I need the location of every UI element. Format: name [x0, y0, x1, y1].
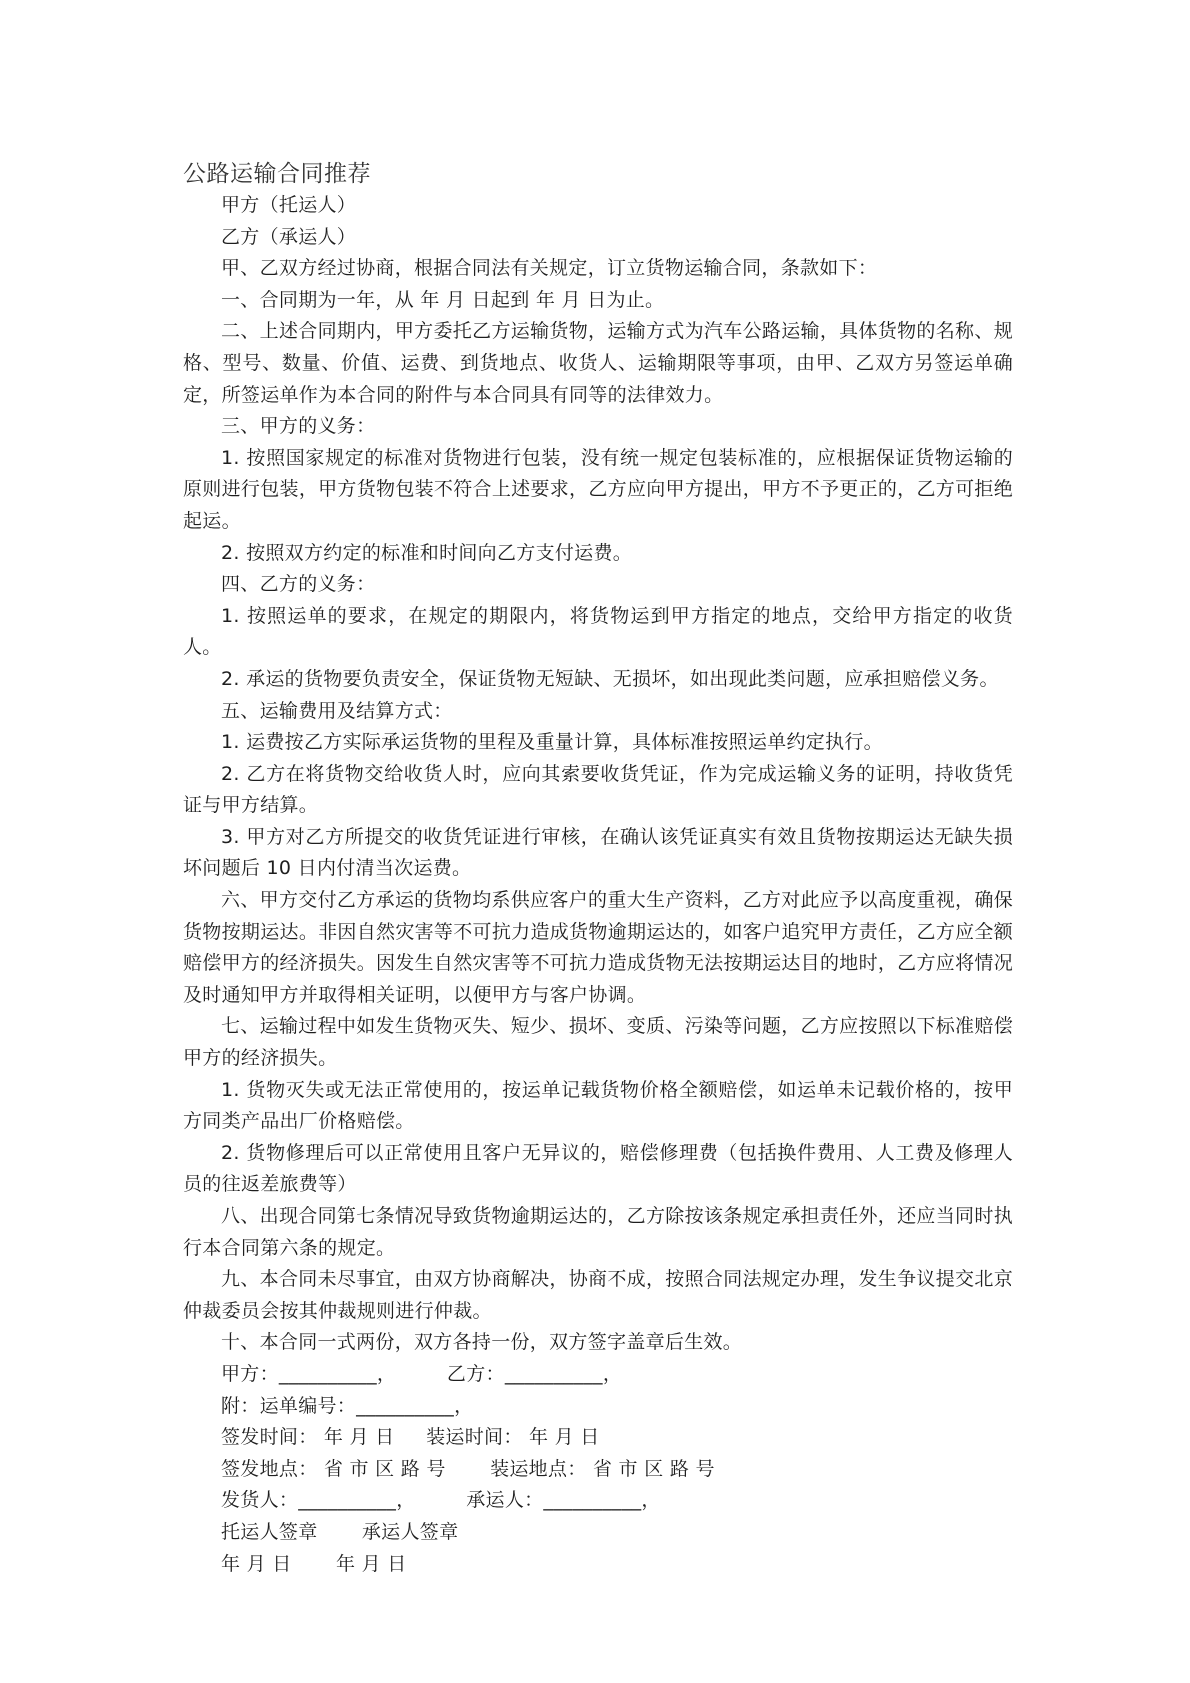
clause-7-item-2: 2. 货物修理后可以正常使用且客户无异议的，赔偿修理费（包括换件费用、人工费及修理人员的往返差旅费等） [183, 1141, 1013, 1196]
clause-4-item-2: 2. 承运的货物要负责安全，保证货物无短缺、无损坏，如出现此类问题，应承担赔偿义务。 [221, 667, 999, 690]
clause-5-heading: 五、运输费用及结算方式： [221, 699, 453, 722]
clause-6: 六、甲方交付乙方承运的货物均系供应客户的重大生产资料，乙方对此应予以高度重视，确保货物按期运达。非因自然灾害等不可抗力造成货物逾期运达的，如客户追究甲方责任，乙方应全额赔偿甲方的经济损失。因发生自然灾害等不可抗力造成货物无法按期运达目的地时，乙方应将情况及时通知甲方并取得相关证明，以便甲方与客户协调。 [183, 889, 1013, 1006]
clause-5-item-3: 3. 甲方对乙方所提交的收货凭证进行审核，在确认该凭证真实有效且货物按期运达无缺失损坏问题后 10 日内付清当次运费。 [183, 825, 1013, 880]
clause-3-heading: 三、甲方的义务： [221, 415, 376, 438]
date-line: 年 月 日 年 月 日 [221, 1552, 407, 1575]
issue-and-load-place-line: 签发地点： 省 市 区 路 号 装运地点： 省 市 区 路 号 [221, 1457, 715, 1480]
clause-4-item-1: 1. 按照运单的要求，在规定的期限内，将货物运到甲方指定的地点，交给甲方指定的收货人。 [183, 604, 1013, 659]
party-b-heading: 乙方（承运人） [221, 225, 357, 248]
clause-5-item-1: 1. 运费按乙方实际承运货物的里程及重量计算，具体标准按照运单约定执行。 [221, 731, 883, 754]
clause-3-item-1: 1. 按照国家规定的标准对货物进行包装，没有统一规定包装标准的，应根据保证货物运输的原则进行包装，甲方货物包装不符合上述要求，乙方应向甲方提出，甲方不予更正的，乙方可拒绝起运。 [183, 446, 1013, 532]
shipper-carrier-line: 发货人：__________， 承运人：__________， [221, 1489, 661, 1512]
clause-10: 十、本合同一式两份，双方各持一份，双方签字盖章后生效。 [221, 1331, 743, 1354]
issue-and-load-time-line: 签发时间： 年 月 日 装运时间： 年 月 日 [221, 1426, 600, 1449]
clause-5-item-2: 2. 乙方在将货物交给收货人时，应向其索要收货凭证，作为完成运输义务的证明，持收货凭证与甲方结算。 [183, 762, 1013, 817]
clause-3-item-2: 2. 按照双方约定的标准和时间向乙方支付运费。 [221, 541, 633, 564]
document-title: 公路运输合同推荐 [183, 161, 371, 187]
preamble-paragraph: 甲、乙双方经过协商，根据合同法有关规定，订立货物运输合同，条款如下： [221, 257, 878, 280]
clause-9: 九、本合同未尽事宜，由双方协商解决，协商不成，按照合同法规定办理，发生争议提交北京仲裁委员会按其仲裁规则进行仲裁。 [183, 1268, 1013, 1322]
clause-4-heading: 四、乙方的义务： [221, 573, 376, 596]
party-a-heading: 甲方（托运人） [221, 194, 357, 216]
document-body [183, 190, 1013, 1580]
clause-2: 二、上述合同期内，甲方委托乙方运输货物，运输方式为汽车公路运输，具体货物的名称、规格、型号、数量、价值、运费、到货地点、收货人、运输期限等事项，由甲、乙双方另签运单确定，所签运单作为本合同的附件与本合同具有同等的法律效力。 [183, 320, 1013, 406]
seal-line: 托运人签章 承运人签章 [221, 1520, 459, 1543]
clause-8: 八、出现合同第七条情况导致货物逾期运达的，乙方除按该条规定承担责任外，还应当同时执行本合同第六条的规定。 [183, 1205, 1013, 1259]
clause-1: 一、合同期为一年，从 年 月 日起到 年 月 日为止。 [221, 288, 665, 311]
signature-parties-line: 甲方：__________， 乙方：__________， [221, 1362, 623, 1385]
clause-7-item-1: 1. 货物灭失或无法正常使用的，按运单记载货物价格全额赔偿，如运单未记载价格的，按甲方同类产品出厂价格赔偿。 [183, 1078, 1013, 1133]
waybill-number-line: 附：运单编号：__________， [221, 1394, 474, 1417]
clause-7: 七、运输过程中如发生货物灭失、短少、损坏、变质、污染等问题，乙方应按照以下标准赔偿甲方的经济损失。 [183, 1015, 1013, 1070]
